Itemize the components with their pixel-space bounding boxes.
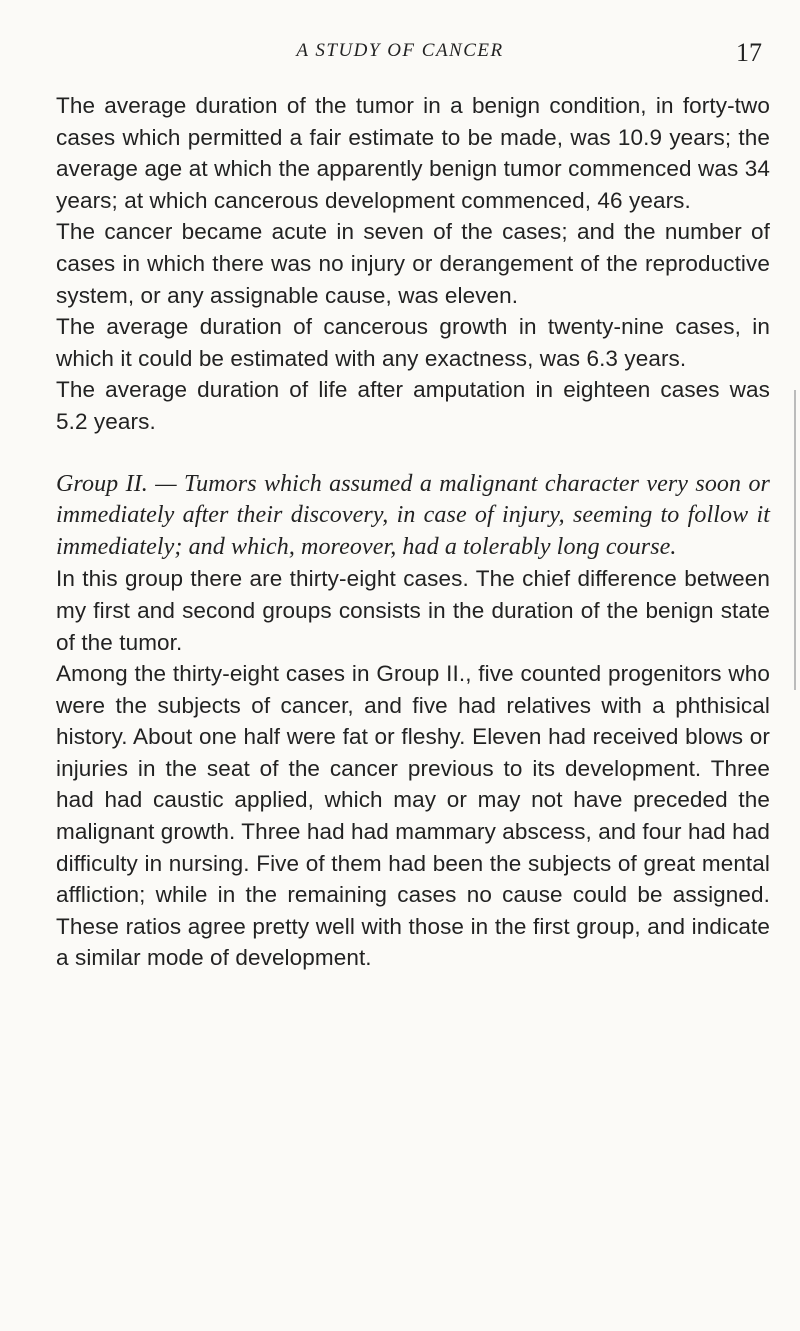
page-number: 17 — [736, 38, 762, 67]
paragraph-cancerous-growth: The average duration of cancerous growth in twenty-nine cases, in which it could be estimated with any exactness, was 6.3 years. — [56, 314, 770, 371]
running-title: A STUDY OF CANCER — [296, 40, 504, 61]
body-text — [56, 90, 770, 974]
page-header — [0, 38, 800, 78]
paragraph-life-after-amputation: The average duration of life after amputation in eighteen cases was 5.2 years. — [56, 377, 770, 434]
paragraph-acute-cases: The cancer became acute in seven of the cases; and the number of cases in which there was no injury or derangement of the reproductive system, or any assignable cause, was eleven. — [56, 219, 770, 308]
paragraph-group-ii-intro: In this group there are thirty-eight cases. The chief difference between my first and second groups consists in the duration of the benign state of the tumor. — [56, 566, 770, 655]
paragraph-group-ii-details: Among the thirty-eight cases in Group II., five counted progenitors who were the subjects of cancer, and five had relatives with a phthisical history. About one half were fat or fleshy. Eleven had received blows or injuries in the seat of the cancer previous to its development. Three had had caustic applied, which may or may not have preceded the malignant growth. Three had had mammary abscess, and four had had difficulty in nursing. Five of them had been the subjects of great mental affliction; while in the remaining cases no cause could be assigned. These ratios agree pretty well with those in the first group, and indicate a similar mode of development. — [56, 661, 770, 971]
paragraph-benign-duration: The average duration of the tumor in a benign condition, in forty-two cases which permitted a fair estimate to be made, was 10.9 years; the average age at which the apparently benign tumor commenced was 34 years; at which cancerous development commenced, 46 years. — [56, 93, 770, 213]
group-ii-heading: Group II. — Tumors which assumed a malignant character very soon or immediately after their discovery, in case of injury, seeming to follow it immediately; and which, moreover, had a tolerably long course. — [56, 470, 770, 560]
page-edge-shadow — [794, 390, 796, 690]
